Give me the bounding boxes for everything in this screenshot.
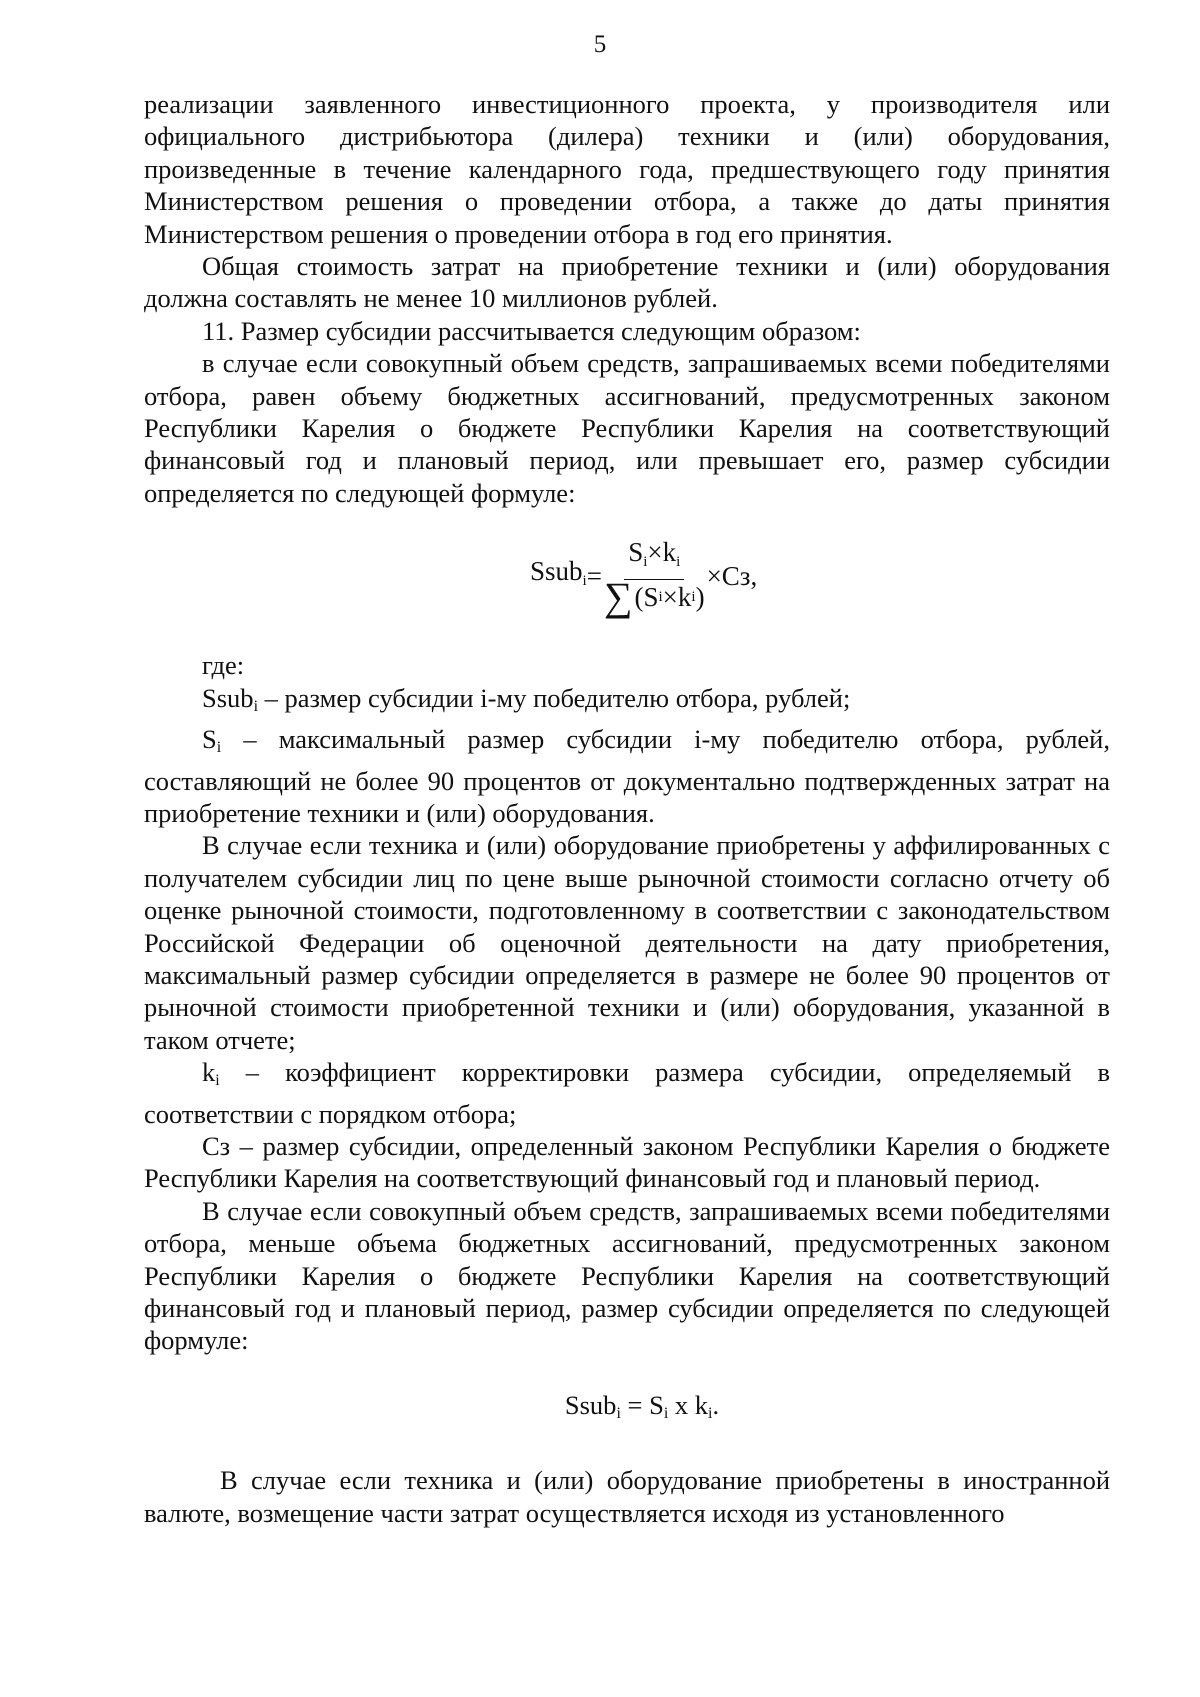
paragraph-affiliated: В случае если техника и (или) оборудование приобретены у аффилированных с получателем субсидии лиц по цене выше рыночной стоимости согласно отчету об оценке рыночной стоимости, подготовленному в соответствии с законодательством Российской Федерации об оценочной деятельности на дату приобретения, максимальный размер субсидии определяется в размере не более 90 процентов от рыночной стоимости приобретенной техники и (или) оборудования, указанной в таком отчете;: [144, 830, 1110, 1055]
formula-simple: Ssub$_i$ = $S_i$ x $k_i$.: [564, 1389, 720, 1422]
definition-k: $k_i$ – коэффициент корректировки размера субсидии, определяемый в соответствии с порядком отбора;: [144, 1057, 1110, 1129]
formula-lhs: Ssub$_i$: [530, 555, 587, 589]
formula-proportional: [144, 509, 1110, 649]
formula-multiplier: ×Сз,: [706, 560, 758, 591]
document-body: [144, 88, 1110, 1529]
paragraph-project-costs: реализации заявленного инвестиционного проекта, у производителя или официального дистрибьютора (дилера) техники и (или) оборудования, произведенные в течение календарного года, предшествующего году принятия Министерством решения о проведении отбора, а также до даты принятия Министерством решения о проведении отбора в год его принятия.: [144, 89, 1110, 249]
formula-numerator: $S_i\times k_i$: [624, 537, 684, 580]
definition-s: $S_i$ – максимальный размер субсидии i-му победителю отбора, рублей, составляющий не более 90 процентов от документально подтвержденных затрат на приобретение техники и (или) оборудования.: [144, 724, 1110, 828]
paragraph-foreign-currency: В случае если техника и (или) оборудование приобретены в иностранной валюте, возмещение части затрат осуществляется исходя из установленного: [144, 1465, 1110, 1528]
formula-expression: [530, 537, 758, 620]
definition-c: Сз – размер субсидии, определенный законом Республики Карелия о бюджете Республики Карелия на соответствующий финансовый год и плановый период.: [144, 1130, 1110, 1194]
formula-fraction: [603, 537, 705, 620]
sum-symbol: ∑: [603, 574, 633, 620]
formula-equals: =: [586, 560, 602, 591]
formula-denominator: ∑ ( S i × k i ): [603, 574, 705, 620]
definition-ssub: Ssub$_i$ – размер субсидии i-му победителю отбора, рублей;: [202, 682, 851, 715]
page-number: 5: [593, 31, 607, 58]
where-label: где:: [202, 650, 245, 681]
paragraph-less-case: В случае если совокупный объем средств, запрашиваемых всеми победителями отбора, меньше объема бюджетных ассигнований, предусмотренных законом Республики Карелия о бюджете Республики Карелия на соответствующий финансовый год и плановый период, размер субсидии определяется по следующей формуле:: [144, 1195, 1110, 1356]
paragraph-equal-case: в случае если совокупный объем средств, запрашиваемых всеми победителями отбора, равен объему бюджетных ассигнований, предусмотренных законом Республики Карелия о бюджете Республики Карелия на соответствующий финансовый год и плановый период, или превышает его, размер субсидии определяется по следующей формуле:: [144, 348, 1110, 508]
paragraph-clause-11: 11. Размер субсидии рассчитывается следующим образом:: [202, 315, 861, 346]
paragraph-total-cost: Общая стоимость затрат на приобретение техники и (или) оборудования должна составлять не менее 10 миллионов рублей.: [144, 251, 1110, 314]
